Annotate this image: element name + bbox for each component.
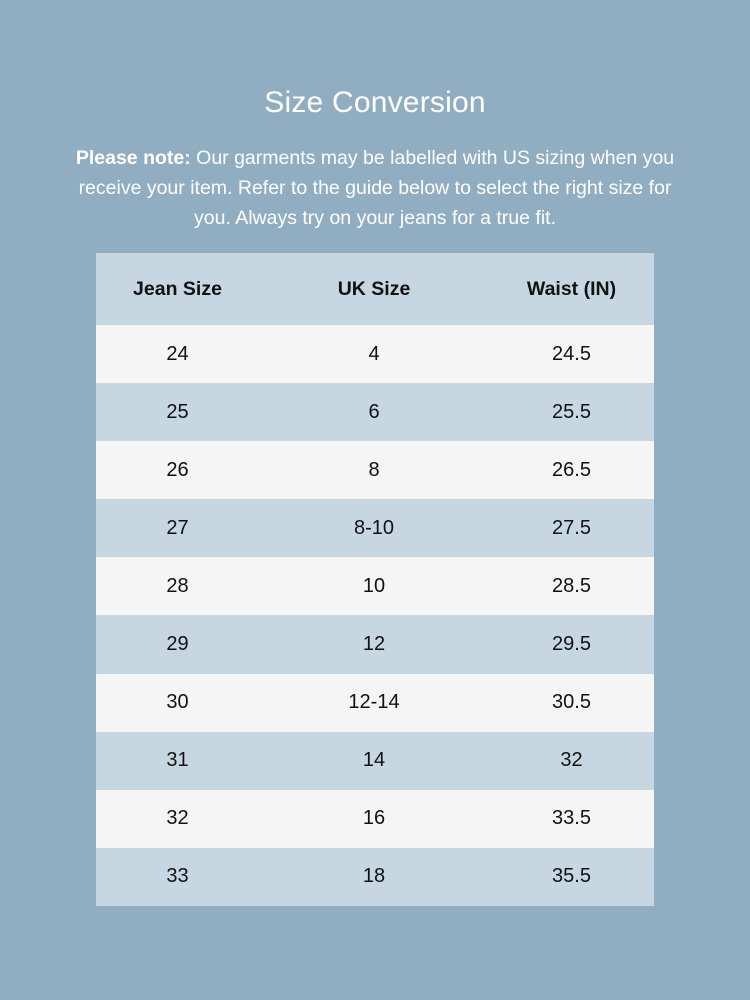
size-table [96, 253, 654, 906]
table-row [96, 557, 654, 615]
cell-uk-size: 18 [362, 865, 386, 888]
cell-jean-size: 26 [166, 458, 189, 481]
cell-uk-size: 12-14 [348, 691, 400, 714]
note-label: Please note: [75, 147, 191, 169]
table-row [96, 441, 654, 499]
cell-jean-size: 28 [166, 574, 189, 597]
header-waist: Waist (IN) [526, 277, 617, 300]
cell-uk-size: 14 [362, 749, 386, 772]
cell-waist: 28.5 [552, 574, 591, 597]
table-row [96, 383, 654, 441]
table-row [96, 790, 654, 848]
cell-jean-size: 25 [166, 400, 189, 423]
cell-uk-size: 10 [362, 574, 386, 597]
cell-jean-size: 29 [166, 633, 189, 656]
table-row [96, 732, 654, 790]
table-row [96, 615, 654, 673]
cell-jean-size: 33 [166, 865, 189, 888]
note-text: Our garments may be labelled with US sizing when you receive your item. Refer to the guide below to select the right size for you. Always try on your jeans for a true fit. [78, 147, 675, 229]
cell-waist: 35.5 [552, 865, 591, 888]
cell-uk-size: 6 [368, 400, 380, 423]
header-uk-size: UK Size [337, 277, 411, 300]
cell-waist: 30.5 [552, 691, 591, 714]
cell-waist: 24.5 [552, 342, 591, 365]
cell-uk-size: 4 [368, 342, 380, 365]
table-row [96, 848, 654, 906]
cell-jean-size: 31 [166, 749, 189, 772]
cell-waist: 33.5 [552, 807, 591, 830]
cell-jean-size: 32 [166, 807, 189, 830]
table-row [96, 499, 654, 557]
header-jean-size: Jean Size [133, 277, 222, 300]
table-header-row [96, 253, 654, 325]
table-row [96, 674, 654, 732]
cell-jean-size: 30 [166, 691, 189, 714]
page-title: Size Conversion [264, 86, 486, 119]
cell-uk-size: 8 [368, 458, 380, 481]
cell-uk-size: 8-10 [353, 516, 395, 539]
cell-jean-size: 27 [166, 516, 189, 539]
cell-waist: 25.5 [552, 400, 591, 423]
table-row [96, 325, 654, 383]
cell-waist: 32 [560, 749, 583, 772]
cell-uk-size: 16 [362, 807, 386, 830]
cell-jean-size: 24 [166, 342, 189, 365]
cell-waist: 26.5 [552, 458, 591, 481]
cell-uk-size: 12 [362, 633, 386, 656]
sizing-note [60, 143, 690, 233]
cell-waist: 27.5 [552, 516, 591, 539]
cell-waist: 29.5 [552, 633, 591, 656]
